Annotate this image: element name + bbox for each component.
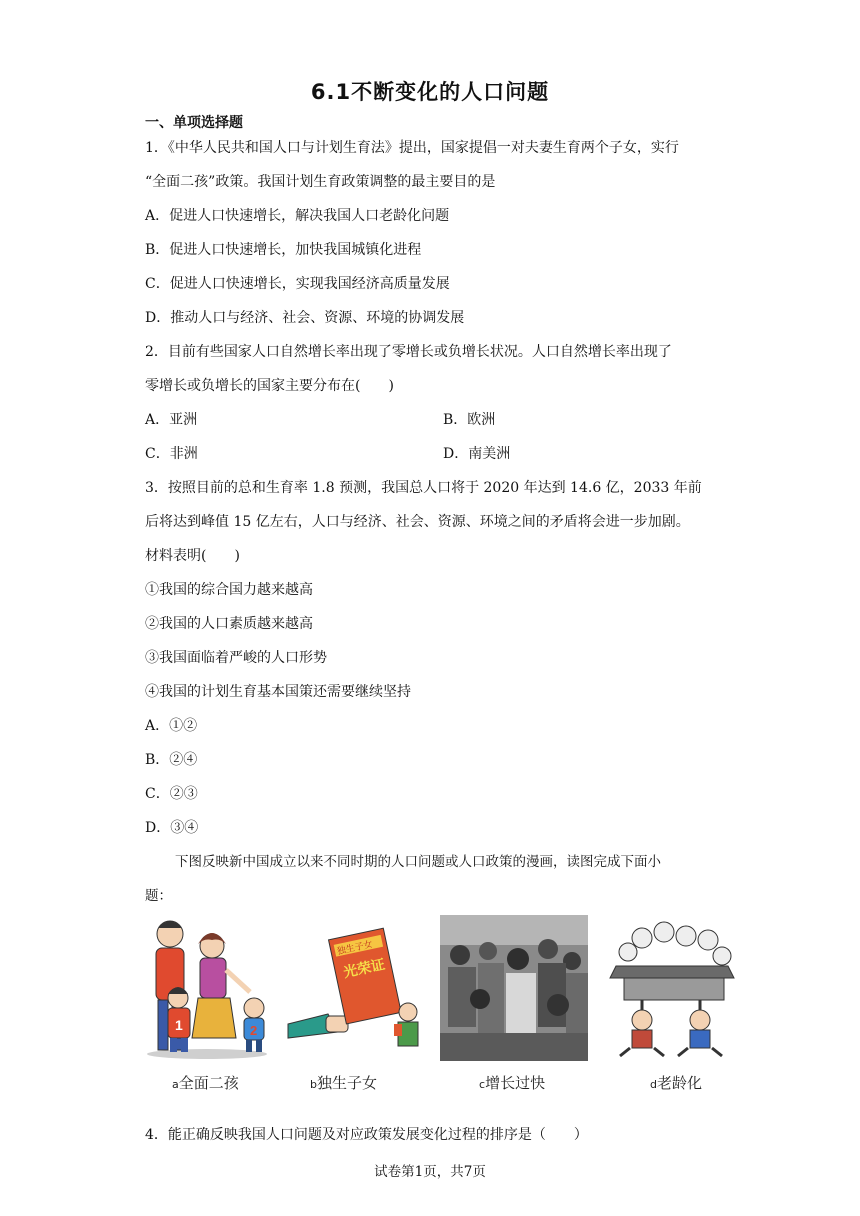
q3-statement-2: ②我国的人口素质越来越高 bbox=[145, 616, 313, 632]
kid-2-number: 2 bbox=[250, 1023, 258, 1038]
q3-stem-line2: 后将达到峰值 15 亿左右，人口与经济、社会、资源、环境之间的矛盾将会进一步加剧。 bbox=[145, 514, 690, 530]
q3-option-b: B．②④ bbox=[145, 752, 198, 768]
cartoon-only-child-certificate bbox=[286, 912, 426, 1062]
caption-b-label: 独生子女 bbox=[316, 1074, 377, 1092]
q3-statement-3: ③我国面临着严峻的人口形势 bbox=[145, 650, 327, 666]
caption-b bbox=[310, 1072, 377, 1093]
q2-stem-line1: 2．目前有些国家人口自然增长率出现了零增长或负增长状况。人口自然增长率出现了 bbox=[145, 344, 672, 360]
q3-option-a: A．①② bbox=[145, 718, 198, 734]
certificate-top-text: 独生子女 bbox=[336, 939, 374, 958]
q1-stem-line1: 1．《中华人民共和国人口与计划生育法》提出，国家提倡一对夫妻生育两个子女，实行 bbox=[145, 140, 679, 156]
caption-d-label: 老龄化 bbox=[656, 1074, 702, 1092]
section-heading: 一、单项选择题 bbox=[145, 115, 243, 131]
q3-stem-line3: 材料表明( ) bbox=[145, 548, 240, 564]
kid-1-number: 1 bbox=[175, 1017, 183, 1033]
q3-statement-1: ①我国的综合国力越来越高 bbox=[145, 582, 313, 598]
photo-crowded-people bbox=[440, 915, 588, 1061]
caption-a bbox=[172, 1072, 239, 1093]
q1-option-c: C．促进人口快速增长，实现我国经济高质量发展 bbox=[145, 276, 450, 292]
q2-option-c: C．非洲 bbox=[145, 446, 198, 462]
q2-option-b: B．欧洲 bbox=[443, 412, 496, 428]
q3-statement-4: ④我国的计划生育基本国策还需要继续坚持 bbox=[145, 684, 411, 700]
page-footer: 试卷第1页，共7页 bbox=[374, 1164, 486, 1180]
q1-option-b: B．促进人口快速增长，加快我国城镇化进程 bbox=[145, 242, 422, 258]
page-title: 6.1不断变化的人口问题 bbox=[310, 80, 550, 104]
q2-option-d: D．南美洲 bbox=[443, 446, 511, 462]
caption-d bbox=[650, 1072, 702, 1093]
q3-option-d: D．③④ bbox=[145, 820, 199, 836]
q3-stem-line1: 3．按照目前的总和生育率 1.8 预测，我国总人口将于 2020 年达到 14.6 亿，2033 年前 bbox=[145, 480, 702, 496]
q3-option-c: C．②③ bbox=[145, 786, 198, 802]
caption-a-letter: a bbox=[172, 1078, 179, 1091]
q2-stem-line2: 零增长或负增长的国家主要分布在( ) bbox=[145, 378, 394, 394]
q1-option-d: D．推动人口与经济、社会、资源、环境的协调发展 bbox=[145, 310, 465, 326]
caption-a-label: 全面二孩 bbox=[178, 1074, 239, 1092]
cartoon-aging-population bbox=[602, 912, 742, 1062]
q1-stem-line2: “全面二孩”政策。我国计划生育政策调整的最主要目的是 bbox=[145, 174, 496, 190]
caption-c bbox=[479, 1072, 545, 1093]
figure-intro-line1: 下图反映新中国成立以来不同时期的人口问题或人口政策的漫画，读图完成下面小 bbox=[175, 854, 661, 870]
q2-option-a: A．亚洲 bbox=[145, 412, 198, 428]
cartoon-two-child-family bbox=[142, 912, 282, 1062]
caption-c-label: 增长过快 bbox=[485, 1074, 546, 1092]
caption-d-letter: d bbox=[650, 1078, 657, 1091]
caption-b-letter: b bbox=[310, 1078, 317, 1091]
certificate-text: 光荣证 bbox=[342, 956, 387, 982]
q4-stem: 4．能正确反映我国人口问题及对应政策发展变化过程的排序是（ ） bbox=[145, 1127, 588, 1143]
figure-intro-line2: 题： bbox=[145, 888, 172, 904]
caption-c-letter: c bbox=[479, 1078, 486, 1091]
q1-option-a: A．促进人口快速增长，解决我国人口老龄化问题 bbox=[145, 208, 450, 224]
